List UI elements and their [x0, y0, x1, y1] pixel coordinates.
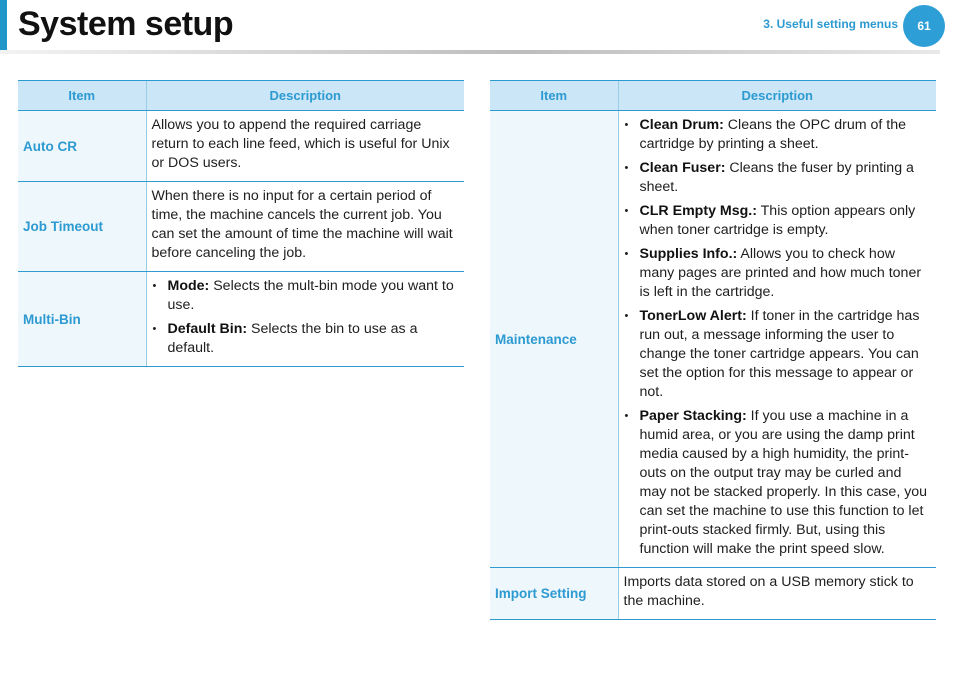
bullet-icon: • [152, 323, 157, 335]
bullet-icon: • [624, 119, 629, 131]
list-item [624, 407, 932, 559]
header-divider [0, 50, 940, 54]
description-cell: When there is no input for a certain period of time, the machine cancels the current job. You can set the amount of time the machine will wait before canceling the job. [146, 182, 464, 272]
description-cell: Allows you to append the required carriage return to each line feed, which is useful for Unix or DOS users. [146, 111, 464, 182]
bullet-text: If toner in the cartridge has run out, a message informing the user to change the toner cartridge appears. You can set the option for this message to appear or not. [639, 308, 920, 400]
column-header-description: Description [618, 81, 936, 111]
list-item [624, 159, 932, 197]
column-header-description: Description [146, 81, 464, 111]
list-item [624, 245, 932, 302]
bullet-term: Clean Drum: [639, 117, 724, 133]
bullet-term: CLR Empty Msg.: [639, 203, 757, 219]
description-cell [618, 111, 936, 568]
item-cell: Job Timeout [18, 182, 146, 272]
settings-table-right [490, 80, 936, 620]
bullet-term: TonerLow Alert: [639, 308, 747, 324]
item-cell: Multi-Bin [18, 272, 146, 367]
page-title: System setup [18, 5, 234, 43]
table-row [18, 272, 464, 367]
bullet-term: Mode: [167, 278, 210, 294]
list-item [152, 277, 460, 315]
page-number-badge: 61 [903, 5, 945, 47]
column-header-item: Item [490, 81, 618, 111]
bullet-term: Default Bin: [167, 321, 248, 337]
table-row [18, 111, 464, 182]
chapter-label[interactable]: 3. Useful setting menus [763, 17, 898, 31]
bullet-text: This option appears only when toner cartridge is empty. [639, 203, 916, 238]
table-row [490, 568, 936, 620]
bullet-text: If you use a machine in a humid area, or you are using the damp print media caused by a high humidity, the print-outs on the output tray may be curled and may not be stacked properly. In this case, you can set the machine to use this function to let print-outs stacked firmly. But, using this function will make the print speed slow. [639, 408, 928, 557]
bullet-term: Supplies Info.: [639, 246, 738, 262]
bullet-text: Cleans the OPC drum of the cartridge by printing a sheet. [639, 117, 907, 152]
bullet-icon: • [152, 280, 157, 292]
item-cell: Maintenance [490, 111, 618, 568]
list-item [624, 116, 932, 154]
table-header-row [18, 81, 464, 111]
bullet-list [152, 277, 460, 358]
table-row [18, 182, 464, 272]
list-item [152, 320, 460, 358]
bullet-text: Cleans the fuser by printing a sheet. [639, 160, 914, 195]
bullet-icon: • [624, 248, 629, 260]
header-accent-bar [0, 0, 7, 52]
item-cell: Auto CR [18, 111, 146, 182]
column-header-item: Item [18, 81, 146, 111]
table-row [490, 111, 936, 568]
bullet-icon: • [624, 410, 629, 422]
bullet-text: Selects the bin to use as a default. [167, 321, 418, 356]
table-header-row [490, 81, 936, 111]
bullet-text: Allows you to check how many pages are printed and how much toner is left in the cartridge. [639, 246, 922, 300]
description-cell: Imports data stored on a USB memory stick to the machine. [618, 568, 936, 620]
item-cell: Import Setting [490, 568, 618, 620]
bullet-term: Clean Fuser: [639, 160, 726, 176]
bullet-icon: • [624, 310, 629, 322]
description-cell [146, 272, 464, 367]
bullet-list [624, 116, 932, 559]
bullet-icon: • [624, 205, 629, 217]
list-item [624, 202, 932, 240]
bullet-icon: • [624, 162, 629, 174]
bullet-text: Selects the mult-bin mode you want to use. [167, 278, 454, 313]
bullet-term: Paper Stacking: [639, 408, 747, 424]
settings-table-left [18, 80, 464, 367]
list-item [624, 307, 932, 402]
